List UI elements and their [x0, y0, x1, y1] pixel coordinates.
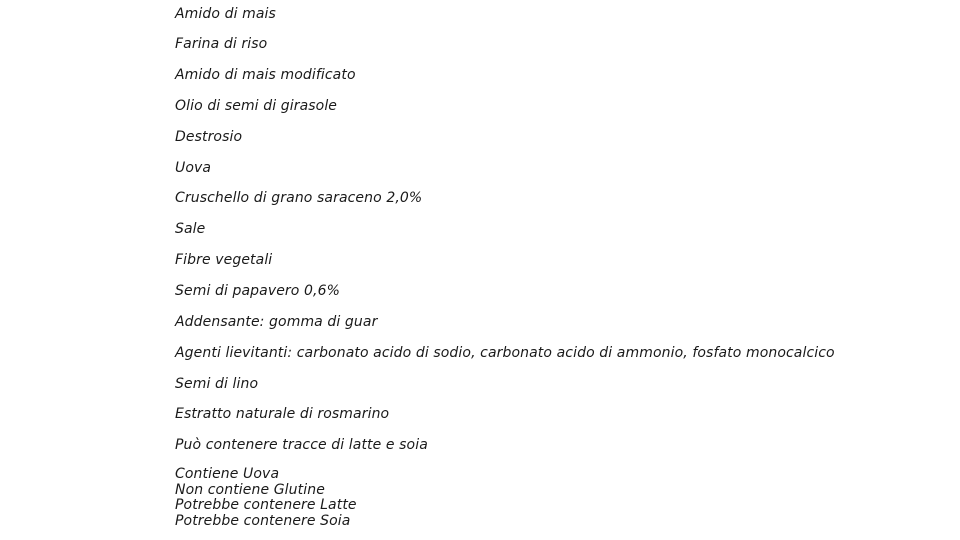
ingredient-item: Uova	[175, 160, 212, 176]
ingredient-item: Semi di papavero 0,6%	[175, 283, 340, 299]
allergen-line: Non contiene Glutine	[175, 481, 325, 498]
ingredient-item: Sale	[175, 221, 206, 237]
ingredient-item: Amido di mais modificato	[175, 67, 356, 83]
allergen-info	[175, 467, 357, 529]
allergen-line: Potrebbe contenere Latte	[175, 497, 357, 513]
ingredient-item: Amido di mais	[175, 6, 276, 22]
ingredient-item: Semi di lino	[175, 376, 259, 392]
ingredient-item: Fibre vegetali	[175, 252, 273, 268]
ingredient-item: Destrosio	[175, 129, 243, 145]
ingredient-item: Cruschello di grano saraceno 2,0%	[175, 190, 423, 206]
allergen-line: Potrebbe contenere Soia	[175, 512, 351, 529]
ingredient-item: Può contenere tracce di latte e soia	[175, 437, 428, 453]
ingredient-item: Estratto naturale di rosmarino	[175, 406, 390, 422]
ingredient-item: Agenti lievitanti: carbonato acido di sodio, carbonato acido di ammonio, fosfato monocalcico	[175, 345, 835, 361]
ingredient-item: Farina di riso	[175, 36, 268, 52]
ingredient-item: Addensante: gomma di guar	[175, 314, 378, 330]
allergen-line: Contiene Uova	[175, 466, 280, 482]
ingredient-item: Olio di semi di girasole	[175, 98, 338, 114]
